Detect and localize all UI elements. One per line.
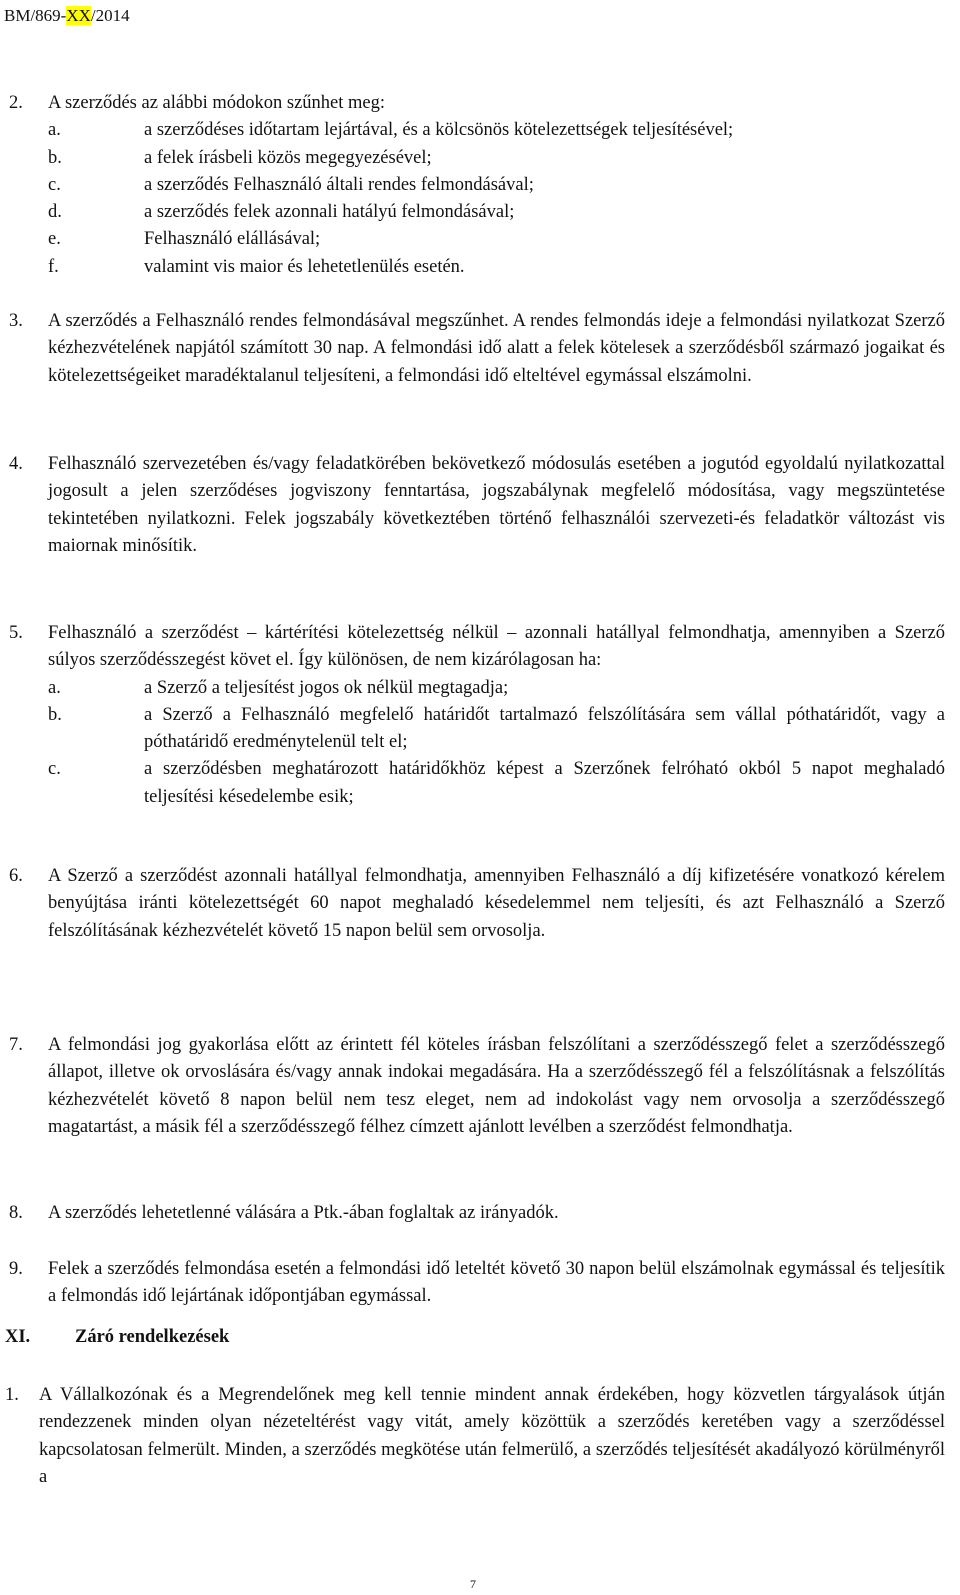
- section-title: Záró rendelkezések: [75, 1327, 230, 1347]
- clause-text: Felhasználó szervezetében és/vagy feladatkörében bekövetkező módosulás esetében a jogutód egyoldalú nyilatkozattal jogosult a jelen szerződéses jogviszony fenntartása, jogszabálynak megfelelő módosítása, vagy megszüntetése tekintetében nyilatkozni. Felek jogszabály következtében történő felhasználói szervezeti-és feladatkör változást vis maiornak minősítik.: [48, 454, 945, 556]
- clause-number: 6.: [9, 866, 23, 886]
- clause-text: A Szerző a szerződést azonnali hatállyal felmondhatja, amennyiben Felhasználó a díj kifizetésére vonatkozó kérelem benyújtása iránti kötelezettségét 60 napot meghaladó késedelemmel nem teljesíti, és azt Felhasználó a Szerző felszólításának kézhezvételét követő 15 napon belül sem orvosolja.: [48, 866, 945, 941]
- list-item: f. valamint vis maior és lehetetlenülés esetén.: [48, 256, 465, 277]
- highlighted-placeholder: XX: [66, 6, 91, 25]
- list-item: b. a Szerző a Felhasználó megfelelő határidőt tartalmazó felszólítására sem vállal póthatáridőt, vagy a póthatáridő eredménytelenül telt el;: [48, 704, 945, 753]
- clause-text: A Vállalkozónak és a Megrendelőnek meg kell tennie mindent annak érdekében, hogy közvetlen tárgyalások útján rendezzenek minden olyan nézeteltérést vagy vitát, amely közöttük a szerződés keretében vagy a szerződéssel kapcsolatosan felmerült. Minden, a szerződés megkötése után felmerülő, a szerződés teljesítését akadályozó körülményről a: [39, 1385, 945, 1487]
- list-item: c. a szerződésben meghatározott határidőkhöz képest a Szerzőnek felróható okból 5 napot meghaladó teljesítési késedelembe esik;: [48, 759, 945, 807]
- clause-number: 7.: [9, 1035, 23, 1055]
- clause-number: 1.: [5, 1385, 19, 1405]
- clause-number: 5.: [9, 623, 23, 643]
- list-item: b. a felek írásbeli közös megegyezésével;: [48, 147, 432, 168]
- clause-number: 8.: [9, 1203, 23, 1223]
- clause-number: 3.: [9, 311, 23, 331]
- list-item: d. a szerződés felek azonnali hatályú felmondásával;: [48, 202, 515, 223]
- clause-number: 4.: [9, 454, 23, 474]
- clause-text: A szerződés lehetetlenné válására a Ptk.-ában foglaltak az irányadók.: [48, 1203, 559, 1223]
- list-item: a. a szerződéses időtartam lejártával, és a kölcsönös kötelezettségek teljesítésével;: [48, 120, 734, 141]
- section-number: XI.: [5, 1327, 31, 1347]
- page-number: 7: [470, 1577, 476, 1591]
- clause-number: 9.: [9, 1259, 23, 1279]
- clause-text: Felhasználó a szerződést – kártérítési kötelezettség nélkül – azonnali hatállyal felmondhatja, amennyiben a Szerző súlyos szerződésszegést követ el. Így különösen, de nem kizárólagosan ha:: [48, 623, 945, 671]
- clause-text: A szerződés az alábbi módokon szűnhet meg:: [48, 93, 386, 113]
- clause-text: A szerződés a Felhasználó rendes felmondásával megszűnhet. A rendes felmondás ideje a felmondási nyilatkozat Szerző kézhezvételének napjától számított 30 nap. A felmondási idő alatt a felek kötelesek a szerződésből származó jogaikat és kötelezettségeiket maradéktalanul teljesíteni, a felmondási idő elteltével egymással elszámolni.: [48, 311, 945, 386]
- list-item: a. a Szerző a teljesítést jogos ok nélkül megtagadja;: [48, 677, 509, 698]
- list-item: e. Felhasználó elállásával;: [48, 229, 321, 250]
- clause-number: 2.: [9, 93, 23, 113]
- clause-text: A felmondási jog gyakorlása előtt az érintett fél köteles írásban felszólítani a szerződésszegő felet a szerződésszegő állapot, illetve ok orvoslására és/vagy annak indokai megadására. Ha a szerződésszegő fél a felszólításnak a felszólítás kézhezvételét követő 8 napon belül nem tesz eleget, nem ad indokolást vagy nem orvosolja a szerződésszegő magatartást, a másik fél a szerződésszegő félhez címzett ajánlott levélben a szerződést felmondhatja.: [48, 1035, 945, 1137]
- list-item: c. a szerződés Felhasználó általi rendes felmondásával;: [48, 174, 534, 195]
- clause-text: Felek a szerződés felmondása esetén a felmondási idő leteltét követő 30 napon belül elszámolnak egymással és teljesítik a felmondás idő lejártának időpontjában egymással.: [48, 1259, 945, 1307]
- document-reference: BM/869-XX/2014: [4, 6, 130, 25]
